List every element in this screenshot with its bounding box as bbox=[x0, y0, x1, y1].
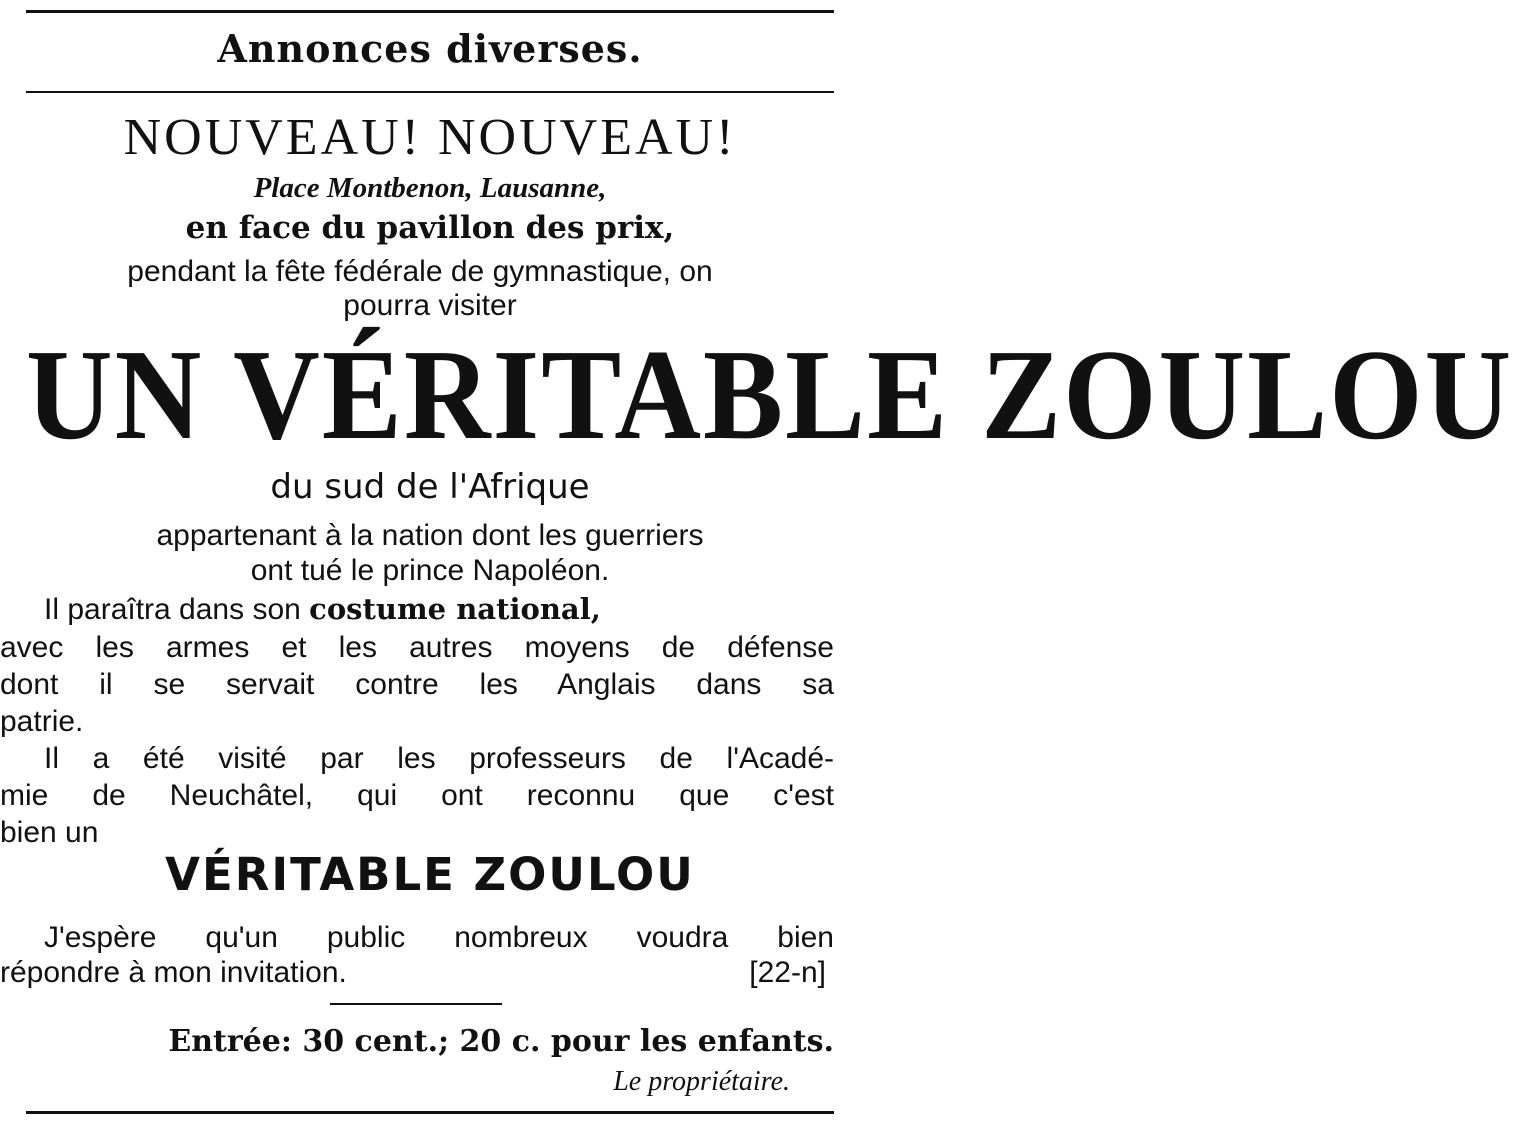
paragraph-2-line-3: bien un bbox=[0, 816, 99, 849]
location-line: Place Montbenon, Lausanne, bbox=[253, 172, 607, 204]
can-visit-line: pourra visiter bbox=[343, 289, 517, 322]
origin-line: du sud de l'Afrique bbox=[270, 467, 590, 507]
entry-price: Entrée: 30 cent.; 20 c. pour les enfants. bbox=[168, 1024, 834, 1059]
paragraph-2-line-2: mie de Neuchâtel, qui ont reconnu que c'est bbox=[0, 779, 834, 812]
headline: NOUVEAU! NOUVEAU! bbox=[123, 109, 737, 166]
paragraph-1-line-1 bbox=[44, 592, 834, 626]
paragraph-1-line-2: avec les armes et les autres moyens de défense bbox=[0, 631, 834, 664]
paragraph-1-text: Il paraîtra dans son bbox=[44, 593, 310, 626]
nation-line-1: appartenant à la nation dont les guerriers bbox=[156, 519, 704, 552]
facing-line: en face du pavillon des prix, bbox=[185, 210, 675, 246]
signature: Le propriétaire. bbox=[613, 1066, 790, 1097]
bottom-rule bbox=[26, 1111, 834, 1114]
top-rule bbox=[26, 10, 834, 13]
invitation-text: répondre à mon invitation. bbox=[0, 956, 347, 989]
during-line: pendant la fête fédérale de gymnastique, on bbox=[127, 255, 713, 288]
section-title: Annonces diverses. bbox=[217, 26, 643, 71]
costume-national-emphasis: costume national, bbox=[309, 592, 601, 626]
paragraph-2-line-1: Il a été visité par les professeurs de l'Acadé- bbox=[44, 742, 834, 775]
paragraph-1-line-3: dont il se servait contre les Anglais dans sa bbox=[0, 668, 834, 701]
section-divider bbox=[26, 91, 834, 93]
nation-line-2: ont tué le prince Napoléon. bbox=[250, 554, 610, 587]
short-divider bbox=[330, 1003, 502, 1005]
reference-code: [22-n] bbox=[749, 956, 826, 989]
subtitle: VÉRITABLE ZOULOU bbox=[165, 848, 695, 901]
paragraph-3-line-1: J'espère qu'un public nombreux voudra bien bbox=[44, 921, 834, 954]
paragraph-1-line-4: patrie. bbox=[0, 705, 84, 738]
main-title: UN VÉRITABLE ZOULOU bbox=[26, 322, 1513, 467]
